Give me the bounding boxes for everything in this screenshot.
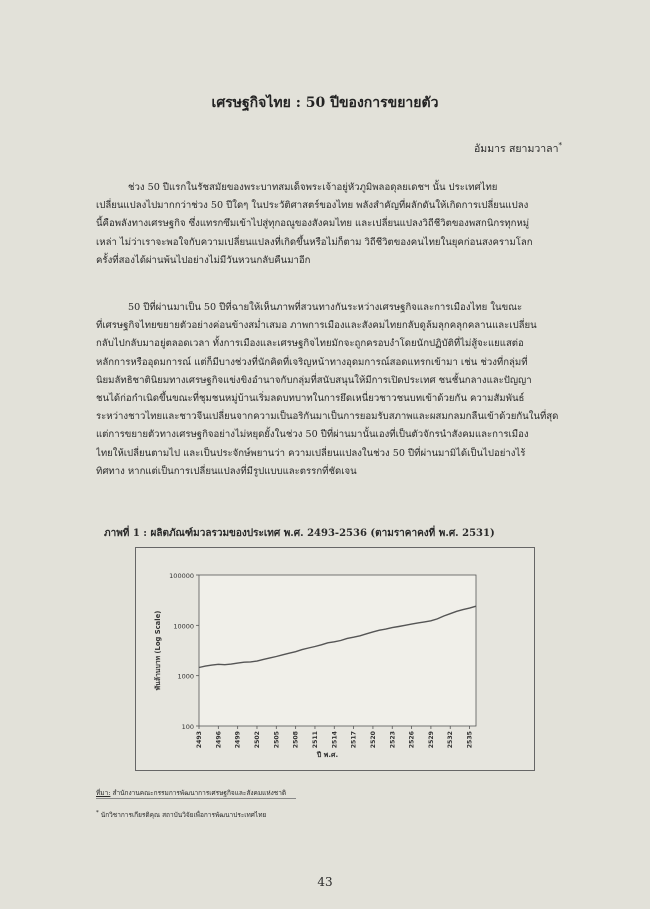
paragraph-line: ช่วง 50 ปีแรกในรัชสมัยของพระบาทสมเด็จพระเจ้าอยู่หัวภูมิพลอดุลยเดชฯ นั้น ประเทศไทย xyxy=(128,182,498,193)
x-tick-label: 2529 xyxy=(427,731,435,749)
x-tick-label: 2496 xyxy=(215,731,223,749)
paragraph-line: ที่เศรษฐกิจไทยขยายตัวอย่างค่อนข้างสม่ำเสมอ ภาพการเมืองและสังคมไทยกลับดูล้มลุกคลุกคลานและเปลี่ยน xyxy=(96,320,537,332)
paragraph-2 xyxy=(96,299,558,481)
paragraph-line: ไทยให้เปลี่ยนตามไป และเป็นประจักษ์พยานว่า ความเปลี่ยนแปลงในช่วง 50 ปีที่ผ่านมามิได้เป็นไปอย่างไร้ xyxy=(96,447,526,459)
x-tick-label: 2523 xyxy=(389,731,397,749)
author-footnote-mark: * xyxy=(558,141,562,150)
paragraph-line: นิยมลัทธิชาตินิยมทางเศรษฐกิจแข่งขิงอำนาจกับกลุ่มที่สนับสนุนให้มีการเปิดประเทศ ชนชั้นกลางและปัญญา xyxy=(96,374,532,386)
x-axis-label: ปี พ.ศ. xyxy=(316,751,339,759)
figure-source xyxy=(96,788,286,798)
paragraph-line: ชนได้ก่อกำเนิดขึ้นขณะที่ชุมชนหมู่บ้านเริ่มลดบทบาทในการยึดเหนี่ยวชาวชนบทเข้าด้วยกัน ความสัมพันธ์ xyxy=(96,393,525,405)
x-tick-label: 2502 xyxy=(253,731,261,749)
paragraph-line: เหล่า ไม่ว่าเราจะพอใจกับความเปลี่ยนแปลงที่เกิดขึ้นหรือไม่ก็ตาม วิถีชีวิตของคนไทยในยุคก่อนสงครามโลก xyxy=(96,236,533,248)
x-tick-label: 2532 xyxy=(447,731,455,749)
x-tick-label: 2508 xyxy=(292,731,300,749)
x-tick-label: 2511 xyxy=(311,731,319,749)
x-tick-label: 2514 xyxy=(331,731,339,749)
author-name: อัมมาร สยามวาลา xyxy=(473,143,559,155)
x-tick-label: 2505 xyxy=(273,731,281,749)
paragraph-1 xyxy=(96,179,558,270)
page-number: 43 xyxy=(317,875,333,889)
y-tick-label: 10000 xyxy=(173,622,194,631)
article-title: เศรษฐกิจไทย : 50 ปีของการขยายตัว xyxy=(211,95,439,111)
paragraph-line: ทิศทาง หากแต่เป็นการเปลี่ยนแปลงที่มีรูปแบบและตรรกที่ชัดเจน xyxy=(96,465,357,477)
footnote-text: นักวิชาการเกียรติคุณ สถาบันวิจัยเพื่อการพัฒนาประเทศไทย xyxy=(100,811,267,820)
paragraph-line: 50 ปีที่ผ่านมาเป็น 50 ปีที่ฉายให้เห็นภาพที่สวนทางกันระหว่างเศรษฐกิจและการเมืองไทย ในขณะ xyxy=(128,302,523,313)
source-text: สำนักงานคณะกรรมการพัฒนาการเศรษฐกิจและสังคมแห่งชาติ xyxy=(112,789,287,797)
paragraph-line: แต่การขยายตัวทางเศรษฐกิจอย่างไม่หยุดยั้งในช่วง 50 ปีที่ผ่านมานั้นเองที่เป็นตัวจักรนำสังคมและการเมือง xyxy=(96,429,529,441)
gdp-line-chart xyxy=(136,548,534,770)
author-line xyxy=(474,140,562,157)
figure-caption: ภาพที่ 1 : ผลิตภัณฑ์มวลรวมของประเทศ พ.ศ. 2493-2536 (ตามราคาคงที่ พ.ศ. 2531) xyxy=(104,528,495,539)
figure-frame xyxy=(135,547,535,771)
footnote xyxy=(96,810,266,820)
source-label: ที่มา: xyxy=(96,789,111,797)
footnote-mark: * xyxy=(96,810,99,816)
x-tick-label: 2499 xyxy=(234,731,242,749)
y-tick-label: 100000 xyxy=(169,572,194,580)
paragraph-line: นี้คือพลังทางเศรษฐกิจ ซึ่งแทรกซึมเข้าไปสู่ทุกอณูของสังคมไทย และเปลี่ยนแปลงวิถีชีวิตของพสกนิกรทุกหมู่ xyxy=(96,218,530,230)
x-tick-label: 2520 xyxy=(369,731,377,749)
x-tick-label: 2535 xyxy=(466,731,474,749)
footnote-rule xyxy=(96,798,296,799)
x-tick-label: 2517 xyxy=(350,731,358,749)
y-tick-label: 1000 xyxy=(177,672,194,681)
paragraph-line: กลับไปกลับมาอยู่ตลอดเวลา ทั้งการเมืองและเศรษฐกิจไทยมักจะถูกครอบงำโดยนักปฏิบัติที่ไม่สู้จะแยแสต่อ xyxy=(96,338,524,350)
y-axis-label: พันล้านบาท (Log Scale) xyxy=(154,610,162,691)
paragraph-line: ระหว่างชาวไทยและชาวจีนเปลี่ยนจากความเป็นอริกันมาเป็นการยอมรับสภาพและผสมกลมกลืนเข้าด้วยกันในที่สุด xyxy=(96,411,558,423)
x-tick-label: 2526 xyxy=(408,731,416,749)
paragraph-line: หลักการหรืออุดมการณ์ แต่ก็มีบางช่วงที่นักคิดที่เจริญหน้าทางอุดมการณ์สอดแทรกเข้ามา เช่น ช่วงที่กลุ่มที่ xyxy=(96,356,528,368)
paragraph-line: ครั้งที่สองได้ผ่านพ้นไปอย่างไม่มีวันหวนกลับคืนมาอีก xyxy=(96,254,311,266)
y-tick-label: 100 xyxy=(181,723,194,731)
plot-area xyxy=(199,575,476,726)
paragraph-line: เปลี่ยนแปลงไปมากกว่าช่วง 50 ปีใดๆ ในประวัติศาสตร์ของไทย พลังสำคัญที่ผลักดันให้เกิดการเปลี่ยนแปลง xyxy=(96,200,529,212)
x-tick-label: 2493 xyxy=(196,731,203,749)
